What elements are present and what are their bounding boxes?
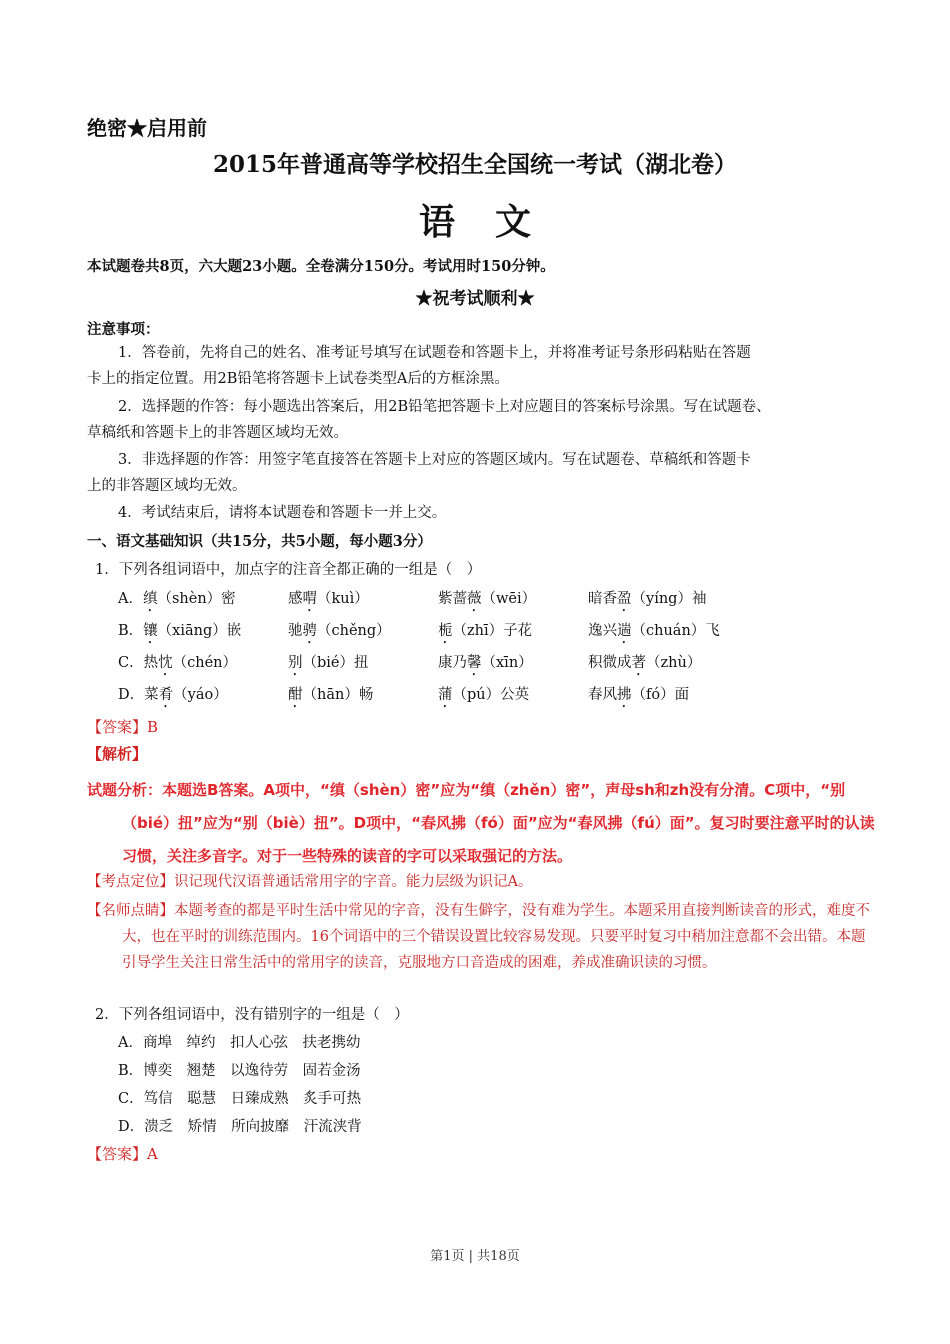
note-2-line-1: 2．选择题的作答：每小题选出答案后，用2B铅笔把答题卡上对应题目的答案标号涂黑。写在试题卷、 [118, 399, 771, 415]
q1-option-c-word-3: 康乃馨（xīn） [438, 655, 533, 671]
confidential-label: 绝密★启用前 [87, 116, 207, 140]
exam-title: 2015年普通高等学校招生全国统一考试（湖北卷） [212, 151, 737, 178]
q1-option-a-word-2: 感喟（kuì） [288, 591, 369, 607]
q1-analysis-label: 【解析】 [87, 745, 148, 763]
q2-option-a: A．商埠 绰约 扣人心弦 扶老携幼 [118, 1035, 361, 1051]
note-2-line-2: 草稿纸和答题卡上的非答题区域均无效。 [87, 425, 348, 441]
exam-info: 本试题卷共8页，六大题23小题。全卷满分150分。考试用时150分钟。 [87, 258, 555, 275]
q1-option-b: B．镶（xiāng）嵌 [118, 623, 242, 639]
q2-option-d: D．溃乏 矫情 所向披靡 汗流浃背 [118, 1119, 362, 1135]
note-4: 4．考试结束后，请将本试题卷和答题卡一并上交。 [118, 505, 447, 521]
q1-option-c-word-2: 别（bié）扭 [288, 655, 369, 671]
q1-analysis-text: 试题分析：本题选B答案。A项中，“缜（shèn）密”应为“缜（zhěn）密”，声母sh和zh没有分清。C项中，“别（bié）扭”应为“别（biè）扭”。D项中，“春风拂（fó）面”应为“春风拂（fú）面”。复习时要注意平时的认读习惯，关注多音字。对于一些特殊的读音的字可以采取强记的方法。 [87, 781, 875, 865]
q2-option-b: B．博奕 翘楚 以逸待劳 固若金汤 [118, 1063, 361, 1079]
page-footer: 第1页 | 共18页 [430, 1249, 520, 1264]
q1-option-b-word-2: 驰骋（chěng） [288, 623, 391, 639]
note-1-line-1: 1．答卷前，先将自己的姓名、准考证号填写在试题卷和答题卡上，并将准考证号条形码粘贴在答题 [118, 345, 751, 361]
q1-option-d-word-2: 酣（hān）畅 [288, 687, 374, 703]
q1-option-a: A．缜（shèn）密 [118, 591, 236, 607]
q1-option-b-word-3: 栀（zhī）子花 [438, 623, 533, 639]
question-1-stem: 1．下列各组词语中，加点字的注音全都正确的一组是（ ） [95, 562, 482, 578]
subject-title: 语文 [418, 201, 571, 243]
q1-answer: 【答案】B [87, 718, 159, 736]
q2-answer: 【答案】A [87, 1145, 158, 1163]
note-3-line-1: 3．非选择题的作答：用签字笔直接答在答题卡上对应的答题区域内。写在试题卷、草稿纸和答题卡 [118, 452, 751, 468]
q2-option-c: C．笃信 聪慧 日臻成熟 炙手可热 [118, 1091, 362, 1107]
q1-knowledge-point: 【考点定位】识记现代汉语普通话常用字的字音。能力层级为识记A。 [87, 874, 533, 890]
q1-option-b-word-4: 逸兴遄（chuán）飞 [588, 623, 720, 639]
section-1-heading: 一、语文基础知识（共15分，共5小题，每小题3分） [87, 533, 432, 550]
q1-option-d-word-3: 蒲（pú）公英 [438, 687, 530, 703]
q1-teacher-tip: 【名师点睛】本题考查的都是平时生活中常见的字音，没有生僻字，没有难为学生。本题采用直接判断读音的形式，难度不大，也在平时的训练范围内。16个词语中的三个错误设置比较容易发现。只要平时复习中稍加注意都不会出错。本题引导学生关注日常生活中的常用字的读音，克服地方口音造成的困难，养成准确识读的习惯。 [87, 903, 870, 971]
note-1-line-2: 卡上的指定位置。用2B铅笔将答题卡上试卷类型A后的方框涂黑。 [87, 371, 509, 387]
q1-option-a-word-3: 紫蔷薇（wēi） [438, 591, 537, 607]
q1-option-c: C．热忱（chén） [118, 655, 237, 671]
q1-option-c-word-4: 积微成著（zhù） [588, 655, 702, 671]
note-3-line-2: 上的非答题区域均无效。 [87, 478, 247, 494]
q1-option-d-word-4: 春风拂（fó）面 [588, 687, 690, 703]
q1-option-a-word-4: 暗香盈（yíng）袖 [588, 591, 707, 607]
notes-heading: 注意事项： [87, 321, 160, 338]
good-luck-line: ★祝考试顺利★ [415, 289, 535, 309]
question-2-stem: 2．下列各组词语中，没有错别字的一组是（ ） [95, 1007, 409, 1023]
q1-option-d: D．菜肴（yáo） [118, 687, 228, 703]
